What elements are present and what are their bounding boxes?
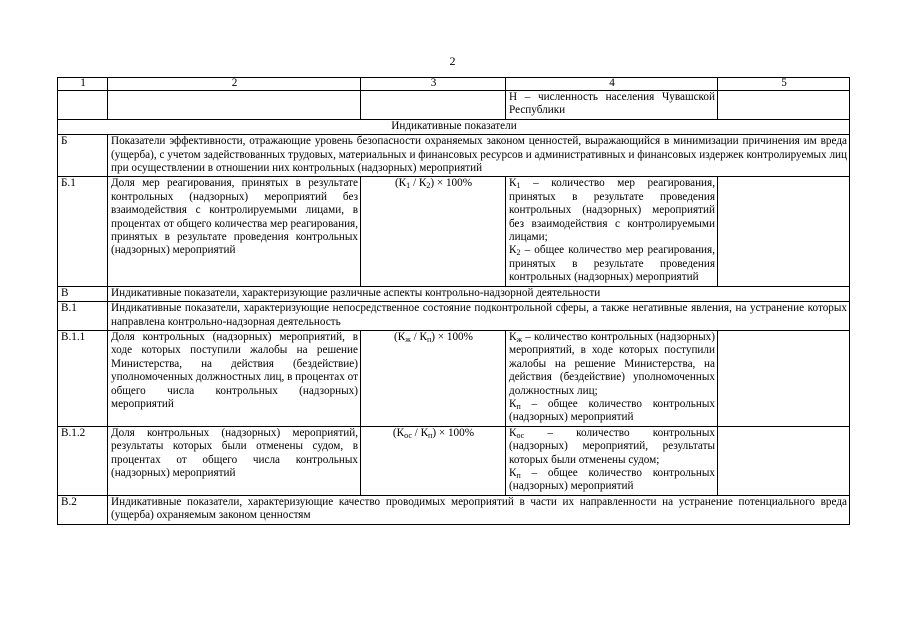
indicator-description: Доля контрольных (надзорных) мероприятий, результаты которых были отменены судом, в процентах от общего числа контрольных (надзорных) мероприятий (108, 426, 361, 495)
indicator-description: Доля контрольных (надзорных) мероприятий, в ходе которых поступили жалобы на решение Министерства, на действия (бездействие) уполномоченных должностных лиц, в процентах от общего числа контрольных (надзорных) мероприятий (108, 330, 361, 426)
row-code: Б.1 (58, 177, 108, 286)
definition-item: $К_п$ – общее количество контрольных (надзорных) мероприятий (509, 397, 715, 424)
row-code: Б (58, 135, 108, 177)
table-row-v1 (58, 302, 850, 331)
row-code: В.1.2 (58, 426, 108, 495)
indicator-formula: $(К_{ос} / К_п) \times 100\%$ (361, 426, 506, 495)
indicator-formula: $(К_1 / К_2) \times 100\%$ (361, 177, 506, 286)
formula-definitions (506, 330, 718, 426)
row-text: Индикативные показатели, характеризующие непосредственное состояние подконтрольной сферы, а также негативные явления, на устранение которых направлена контрольно-надзорная деятельность (108, 302, 850, 331)
definition-item: $К_ж$ – количество контрольных (надзорных) мероприятий, в ходе которых поступили жалобы на решение Министерства, на действия (бездействие) уполномоченных должностных лиц; (509, 330, 715, 397)
row-code: В (58, 286, 108, 301)
header-col-3: 3 (361, 78, 506, 91)
table-row-continuation (58, 91, 850, 120)
definition-item: $К_2$ – общее количество мер реагирования, принятых в результате проведения контрольных (надзорных) мероприятий (509, 244, 715, 284)
definition-item: $К_1$ – количество мер реагирования, принятых в результате проведения контрольных (надзорных) мероприятий без взаимодействия с контролируемыми лицами; (509, 177, 715, 244)
indicator-formula: $(К_ж / К_п) \times 100\%$ (361, 330, 506, 426)
header-col-1: 1 (58, 78, 108, 91)
table-row-b1 (58, 177, 850, 286)
page-number: 2 (449, 54, 456, 68)
header-col-2: 2 (108, 78, 361, 91)
table-row-v2 (58, 495, 850, 524)
formula-definitions (506, 177, 718, 286)
header-col-5: 5 (718, 78, 850, 91)
row-code: В.1 (58, 302, 108, 331)
definition-item: $К_п$ – общее количество контрольных (надзорных) мероприятий (509, 466, 715, 493)
row-code: В.2 (58, 495, 108, 524)
table-row-b (58, 135, 850, 177)
header-col-4: 4 (506, 78, 718, 91)
row-code: В.1.1 (58, 330, 108, 426)
table-header-row (58, 78, 850, 91)
section-title: Индикативные показатели (58, 119, 850, 134)
row-text: Индикативные показатели, характеризующие качество проводимых мероприятий в части их направленности на устранение потенциального вреда (ущерба) охраняемым законом ценностям (108, 495, 850, 524)
section-row (58, 119, 850, 134)
indicators-table (57, 77, 850, 525)
row-text: Индикативные показатели, характеризующие различные аспекты контрольно-надзорной деятельности (108, 286, 850, 301)
formula-definitions (506, 426, 718, 495)
table-row-v11 (58, 330, 850, 426)
table-row-v (58, 286, 850, 301)
definition-item: $К_{ос}$ – количество контрольных (надзорных) мероприятий, результаты которых были отменены судом; (509, 426, 715, 466)
table-row-v12 (58, 426, 850, 495)
indicator-description: Доля мер реагирования, принятых в результате контрольных (надзорных) мероприятий без взаимодействия с контролируемыми лицами, в процентах от общего количества мер реагирования, принятых в результате проведения контрольных (надзорных) мероприятий (108, 177, 361, 286)
population-definition: Н – численность населения Чувашской Республики (506, 91, 718, 120)
row-text: Показатели эффективности, отражающие уровень безопасности охраняемых законом ценностей, выражающийся в минимизации причинения им вреда (ущерба), с учетом задействованных трудовых, материальных и финансовых ресурсов и административных и финансовых издержек контролируемых лиц при осуществлении в отношении них контрольных (надзорных) мероприятий (108, 135, 850, 177)
